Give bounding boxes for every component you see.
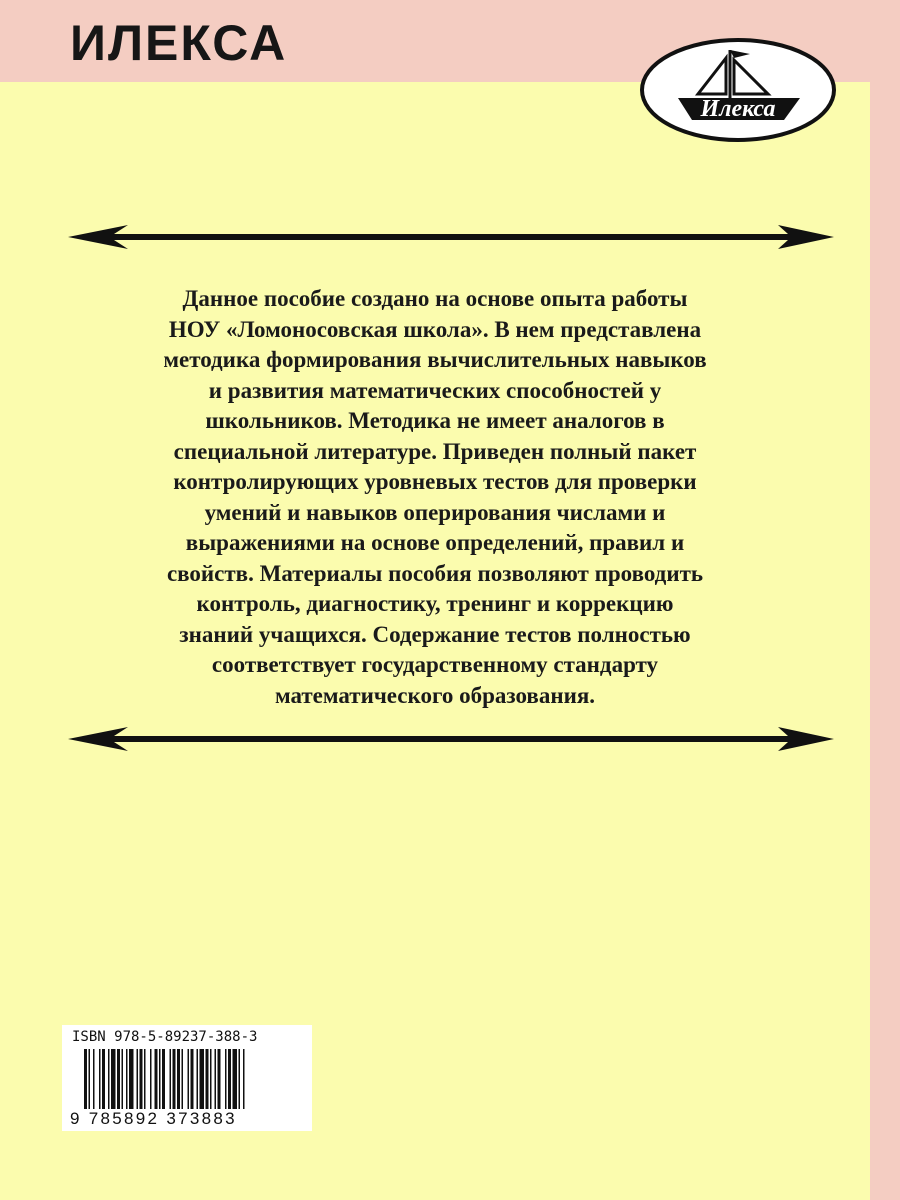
description-line: математического образования.: [274, 682, 596, 708]
description-line: специальной литературе. Приведен полный пакет: [173, 438, 697, 464]
description-line: Данное пособие создано на основе опыта работы: [182, 286, 688, 311]
description-line: контроль, диагностику, тренинг и коррекцию: [196, 591, 674, 616]
description-line: НОУ «Ломоносовская школа». В нем представлена: [168, 316, 702, 342]
description-line: умений и навыков оперирования числами и: [204, 499, 666, 525]
isbn-label: ISBN 978-5-89237-388-3: [72, 1029, 258, 1045]
barcode-block: [62, 1025, 312, 1131]
bottom-arrow-divider-icon: [68, 724, 834, 754]
description-text: [100, 284, 770, 711]
description-line: выражениями на основе определений, правил и: [185, 530, 685, 555]
boat-logo-icon: [638, 36, 838, 144]
description-line: школьников. Методика не имеет аналогов в: [205, 408, 665, 433]
top-arrow-divider-icon: [68, 222, 834, 252]
logo-lettering: Илекса: [700, 96, 776, 122]
publisher-title: ИЛЕКСА: [70, 15, 288, 71]
description-line: соответствует государственному стандарту: [211, 652, 659, 677]
description-line: свойств. Материалы пособия позволяют проводить: [166, 560, 704, 586]
description-line: методика формирования вычислительных навыков: [163, 347, 707, 372]
barcode-icon: [84, 1049, 304, 1113]
description-line: и развития математических способностей у: [208, 377, 662, 403]
ean-digits: 9 785892 373883: [70, 1109, 237, 1128]
description-line: знаний учащихся. Содержание тестов полностью: [179, 621, 691, 647]
right-band: [870, 82, 900, 1200]
description-line: контролирующих уровневых тестов для проверки: [173, 469, 697, 494]
